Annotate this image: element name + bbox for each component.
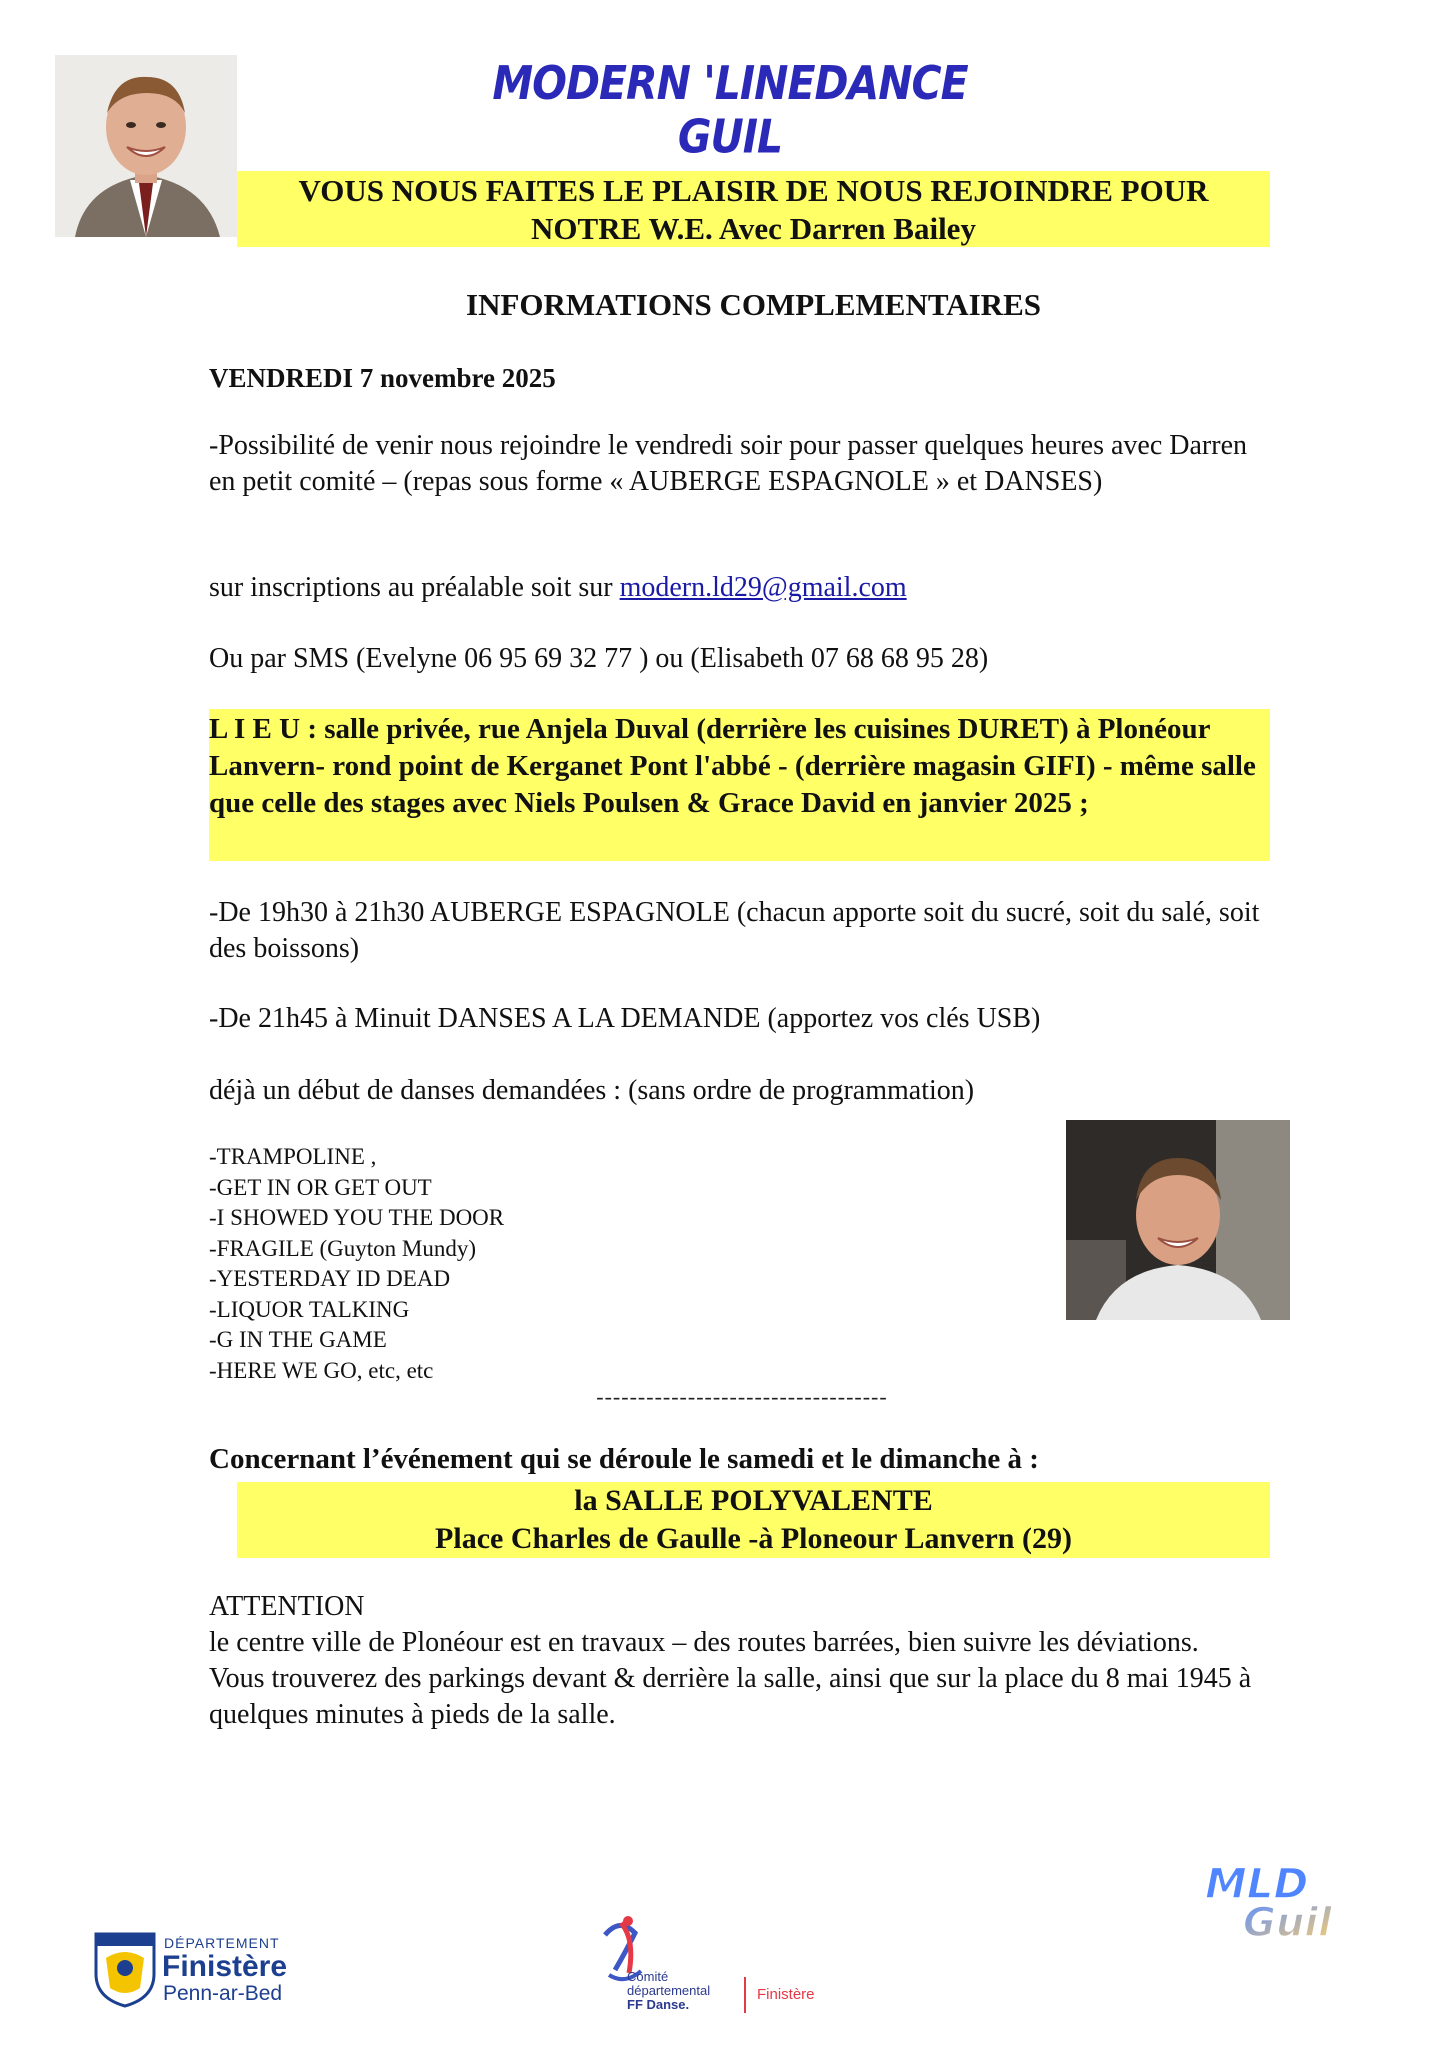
finistere-department-logo (92, 1928, 302, 2008)
section-title: INFORMATIONS COMPLEMENTAIRES (466, 287, 1041, 322)
inscription-prefix: sur inscriptions au préalable soit sur (209, 572, 620, 603)
ff-line-1: Comité (627, 1969, 669, 1984)
dept-name: Finistère (162, 1950, 288, 1983)
attention-line-2: Vous trouverez des parkings devant & derrière la salle, ainsi que sur la place du 8 mai 1945 à quelques minutes à pieds de la salle. (209, 1663, 1252, 1730)
intro-line-2: NOTRE W.E. Avec Darren Bailey (531, 211, 976, 246)
ff-region: Finistère (757, 1986, 815, 2003)
mld-logo-text: MLD (1205, 1859, 1309, 1908)
friday-date: VENDREDI 7 novembre 2025 (209, 363, 556, 393)
schedule-dinner: -De 19h30 à 21h30 AUBERGE ESPAGNOLE (chacun apporte soit du sucré, soit du salé, soit des boissons) (209, 897, 1260, 964)
venue-banner (237, 1482, 1270, 1558)
ff-line-3: FF Danse. (627, 1997, 690, 2012)
list-item: -G IN THE GAME (209, 1327, 387, 1352)
attention-block (209, 1589, 1279, 1733)
intro-line-1: VOUS NOUS FAITES LE PLAISIR DE NOUS REJOINDRE POUR (298, 173, 1209, 208)
friday-description: -Possibilité de venir nous rejoindre le vendredi soir pour passer quelques heures avec Darren en petit comité – (repas sous forme « AUBERGE ESPAGNOLE » et DANSES) (209, 430, 1248, 497)
header-portrait-photo (55, 55, 237, 237)
mld-guil-logo (1195, 1850, 1365, 1950)
dance-list (209, 1142, 809, 1386)
ff-danse-committee-logo (595, 1915, 835, 2015)
inscription-line (209, 570, 1279, 606)
section-divider: ----------------------------------- (596, 1384, 888, 1409)
list-item: -LIQUOR TALKING (209, 1296, 410, 1322)
list-item: -HERE WE GO, etc, etc (209, 1357, 434, 1383)
attention-line-1: le centre ville de Plonéour est en travaux – des routes barrées, bien suivre les déviations. (209, 1627, 1199, 1658)
sms-contacts: Ou par SMS (Evelyne 06 95 69 32 77 ) ou (Elisabeth 07 68 68 95 28) (209, 643, 989, 674)
darren-photo (1066, 1120, 1290, 1320)
lieu-banner: L I E U : salle privée, rue Anjela Duval (derrière les cuisines DURET) à Plonéour Lanvern- rond point de Kerganet Pont l'abbé - (derrière magasin GIFI) - même salle que celle des stages avec Niels Poulsen & Grace David en janvier 2025 ; (209, 709, 1270, 861)
list-item: -YESTERDAY ID DEAD (209, 1266, 451, 1291)
attention-title: ATTENTION (209, 1591, 365, 1622)
list-item: -FRAGILE (Guyton Mundy) (209, 1235, 477, 1261)
venue-line-2: Place Charles de Gaulle -à Ploneour Lanvern (29) (435, 1522, 1072, 1555)
email-link[interactable]: modern.ld29@gmail.com (619, 572, 907, 603)
intro-banner (237, 171, 1270, 247)
weekend-intro: Concernant l’événement qui se déroule le samedi et le dimanche à : (209, 1443, 1039, 1475)
venue-line-1: la SALLE POLYVALENTE (574, 1484, 933, 1517)
list-item: -GET IN OR GET OUT (209, 1174, 432, 1200)
dept-label: DÉPARTEMENT (164, 1935, 280, 1951)
list-item: -TRAMPOLINE , (209, 1144, 377, 1169)
requested-dances-intro: déjà un début de danses demandées : (sans ordre de programmation) (209, 1075, 975, 1106)
ff-line-2: départemental (627, 1983, 711, 1998)
site-title: MODERN 'LINEDANCE GUIL (492, 56, 968, 164)
dept-sub: Penn-ar-Bed (163, 1982, 283, 2005)
schedule-dances: -De 21h45 à Minuit DANSES A LA DEMANDE (apportez vos clés USB) (209, 1003, 1041, 1034)
guil-logo-text: Guil (1243, 1900, 1332, 1946)
list-item: -I SHOWED YOU THE DOOR (209, 1205, 505, 1230)
